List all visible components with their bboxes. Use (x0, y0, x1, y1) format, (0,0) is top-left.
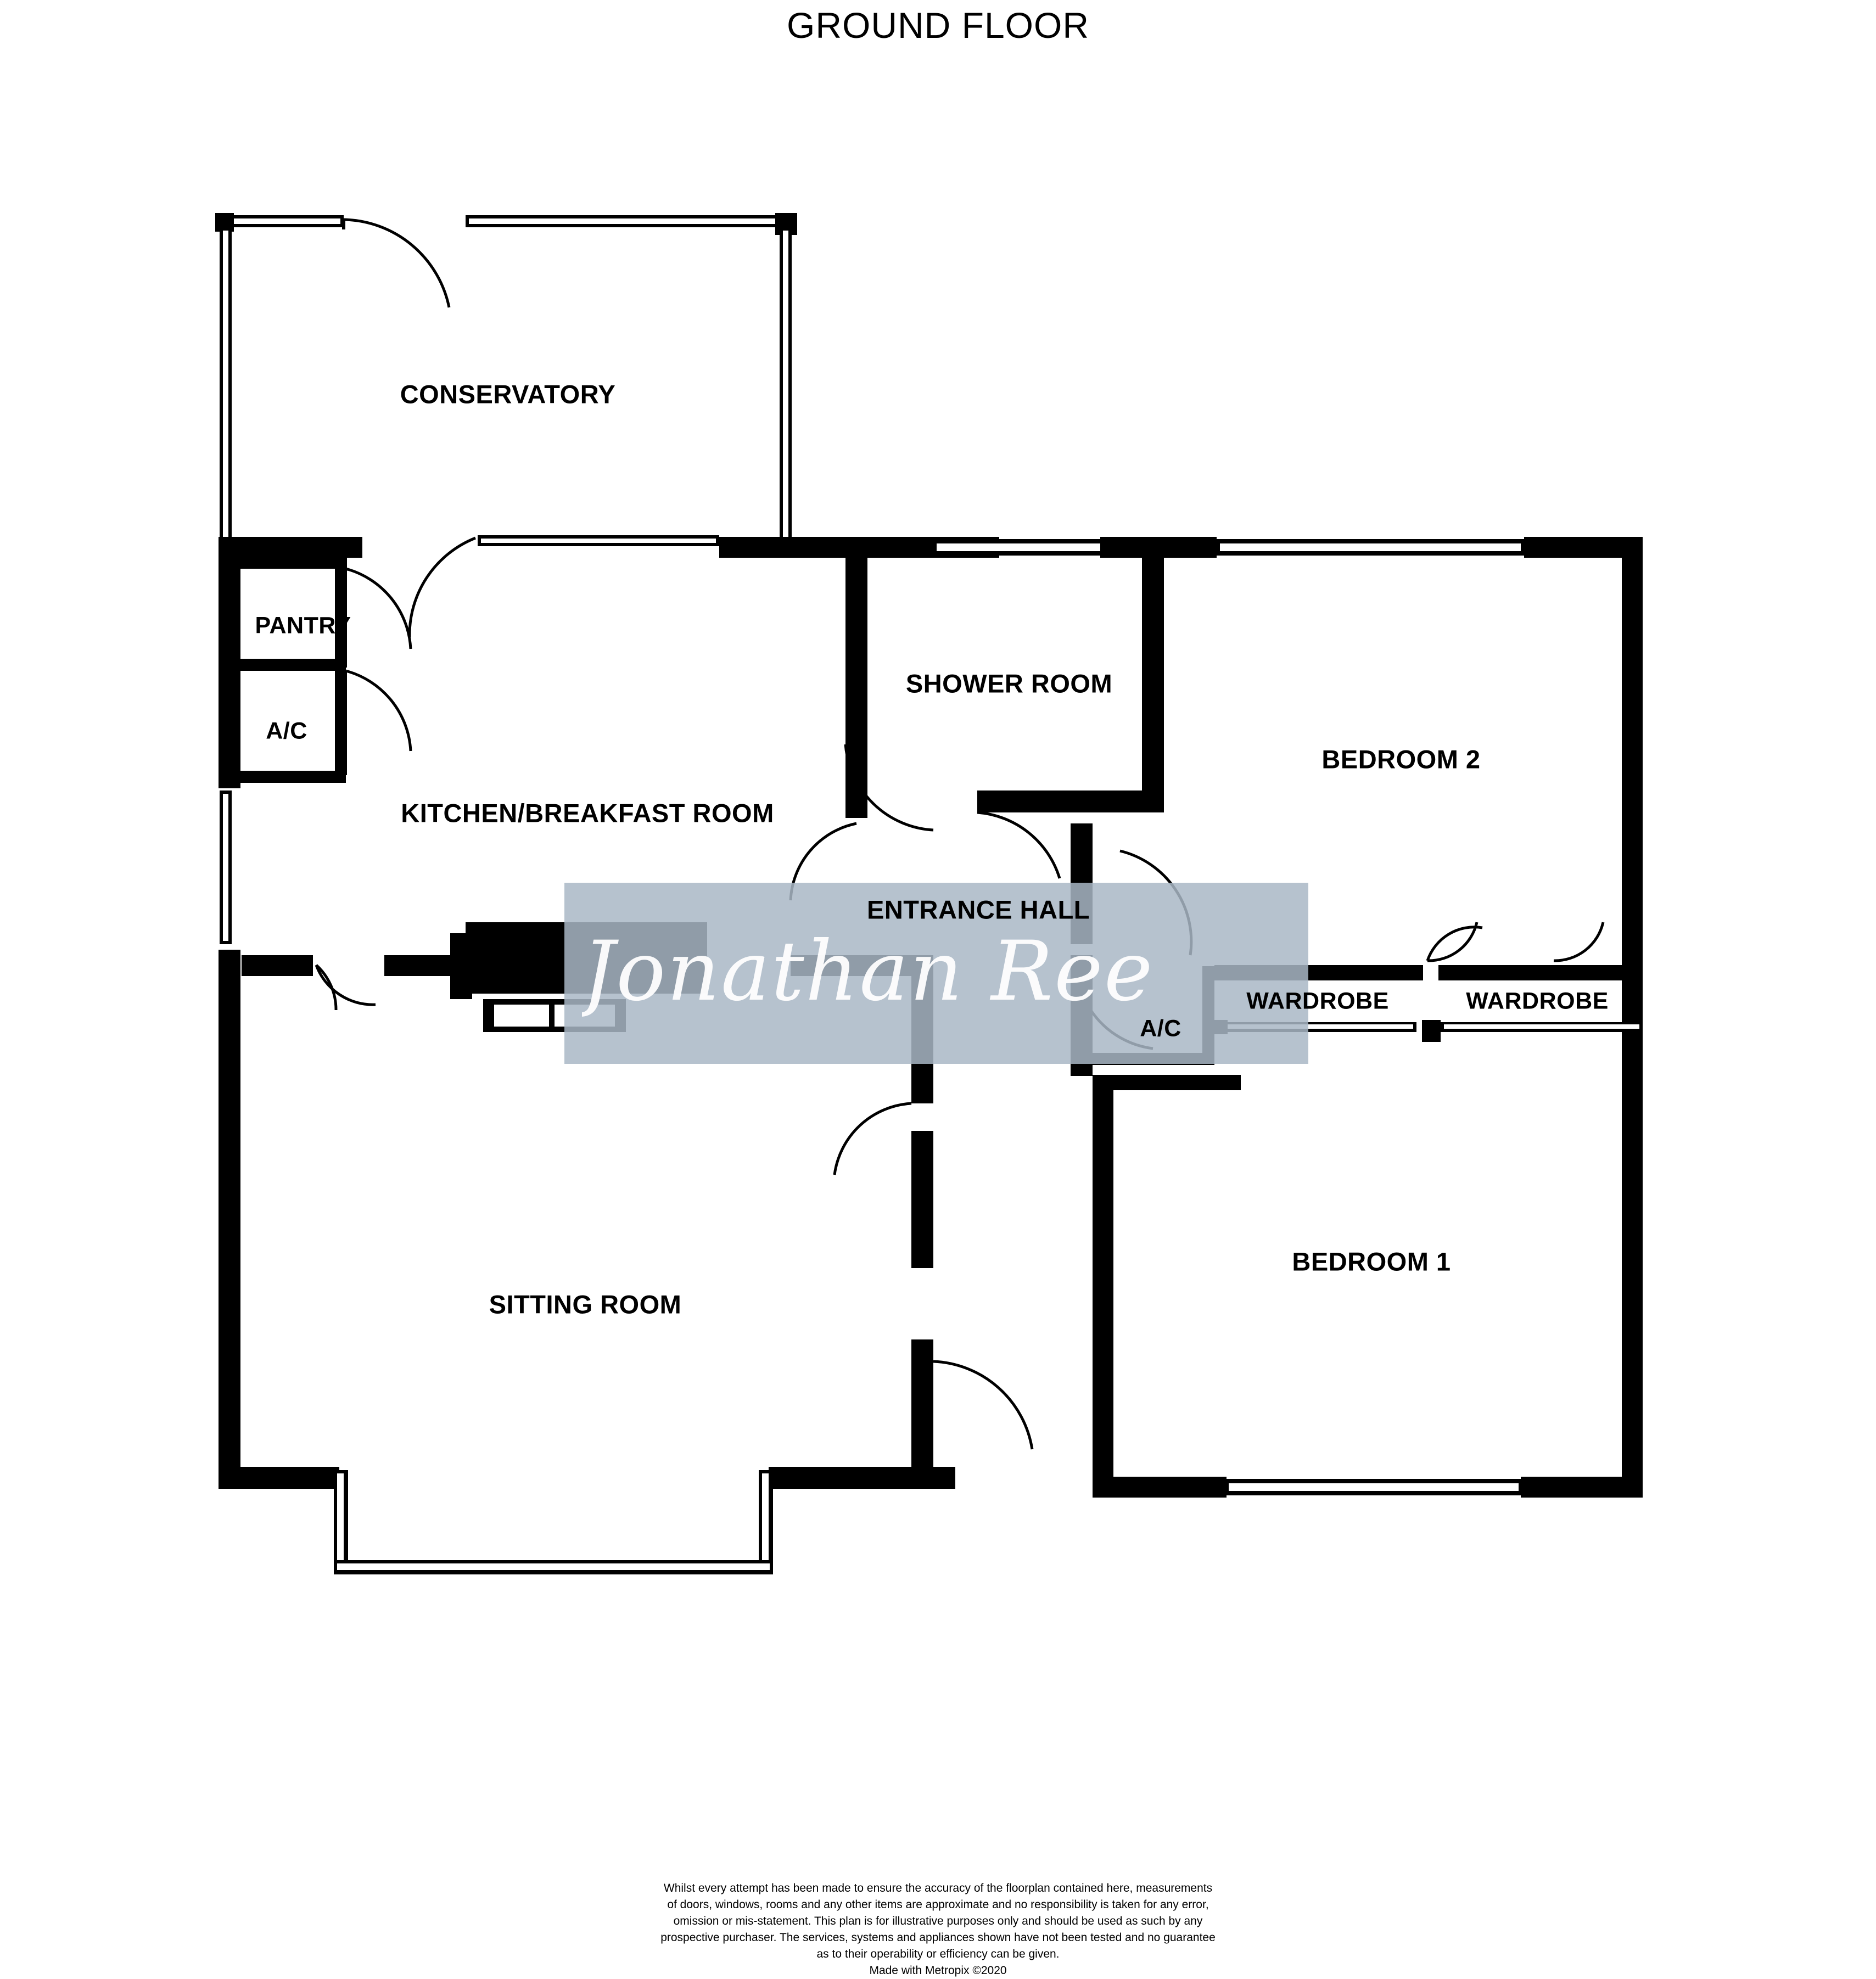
disclaimer-line-5: as to their operability or efficiency can be given. (816, 1948, 1060, 1960)
room-label-bedroom-2: BEDROOM 2 (1321, 744, 1481, 774)
room-label-wardrobe-2: WARDROBE (1466, 988, 1609, 1014)
room-label-pantry: PANTRY (255, 612, 351, 639)
disclaimer-line-4: prospective purchaser. The services, systems and appliances shown have not been tested and no guarantee (660, 1931, 1216, 1944)
room-label-shower-room: SHOWER ROOM (905, 669, 1113, 698)
room-label-entrance-hall: ENTRANCE HALL (867, 895, 1090, 924)
room-label-bedroom-1: BEDROOM 1 (1292, 1247, 1451, 1276)
room-label-sitting-room: SITTING ROOM (489, 1290, 682, 1319)
page-title: GROUND FLOOR (786, 5, 1090, 46)
disclaimer (0, 1880, 1876, 1979)
room-label-kitchen: KITCHEN/BREAKFAST ROOM (401, 798, 774, 828)
room-label-ac-kitchen: A/C (266, 717, 307, 744)
disclaimer-line-1: Whilst every attempt has been made to ensure the accuracy of the floorplan contained here, measurements (663, 1882, 1213, 1894)
room-label-ac-hall: A/C (1140, 1015, 1181, 1042)
conservatory-structure (215, 213, 797, 637)
room-label-conservatory: CONSERVATORY (400, 379, 616, 409)
watermark-text: Jonathan Ree (582, 924, 1154, 1019)
disclaimer-line-2: of doors, windows, rooms and any other items are approximate and no responsibility is taken for any error, (667, 1898, 1209, 1911)
disclaimer-credit: Made with Metropix ©2020 (869, 1964, 1007, 1977)
disclaimer-line-3: omission or mis-statement. This plan is for illustrative purposes only and should be used as such by any (673, 1915, 1203, 1927)
room-label-wardrobe-1: WARDROBE (1246, 988, 1389, 1014)
